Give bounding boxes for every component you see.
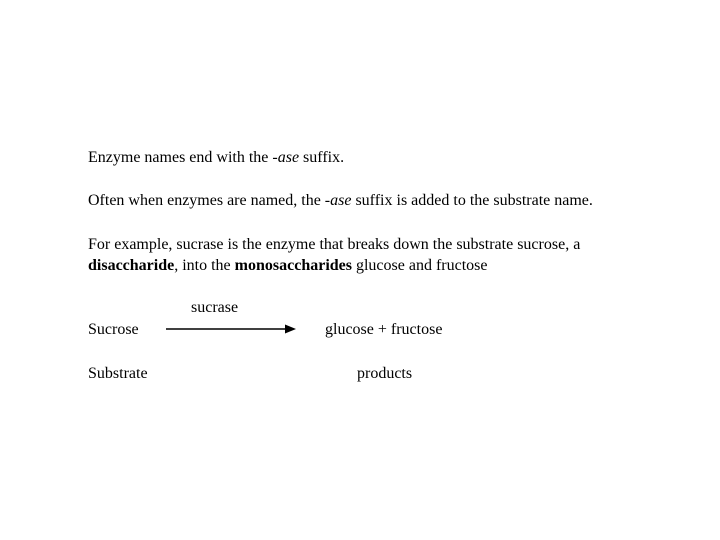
products-expression: glucose + fructose xyxy=(325,321,443,338)
arrow-head xyxy=(285,325,296,334)
paragraph-enzyme-suffix xyxy=(88,148,344,168)
paragraph-naming-rule xyxy=(88,191,593,211)
enzyme-label: sucrase xyxy=(191,299,239,316)
text-segment: For example, sucrase is the enzyme that breaks down the substrate sucrose, a xyxy=(88,236,581,253)
substrate-label: Substrate xyxy=(88,365,148,382)
reactant-label: Sucrose xyxy=(88,321,139,338)
text-segment: , into the xyxy=(174,257,235,274)
term-monosaccharides: monosaccharides xyxy=(234,257,352,274)
paragraph-example-line-1 xyxy=(88,235,580,255)
text-segment: suffix. xyxy=(299,149,345,166)
ase-suffix: -ase xyxy=(272,149,300,166)
ase-suffix: -ase xyxy=(324,192,352,209)
reaction-arrow xyxy=(166,322,296,336)
paragraph-example-line-2 xyxy=(88,256,488,276)
text-segment: Often when enzymes are named, the xyxy=(88,192,325,209)
text-segment: glucose and fructose xyxy=(351,257,488,274)
text-segment: Enzyme names end with the xyxy=(88,149,273,166)
text-segment: suffix is added to the substrate name. xyxy=(351,192,593,209)
term-disaccharide: disaccharide xyxy=(88,257,175,274)
products-label: products xyxy=(357,365,413,382)
